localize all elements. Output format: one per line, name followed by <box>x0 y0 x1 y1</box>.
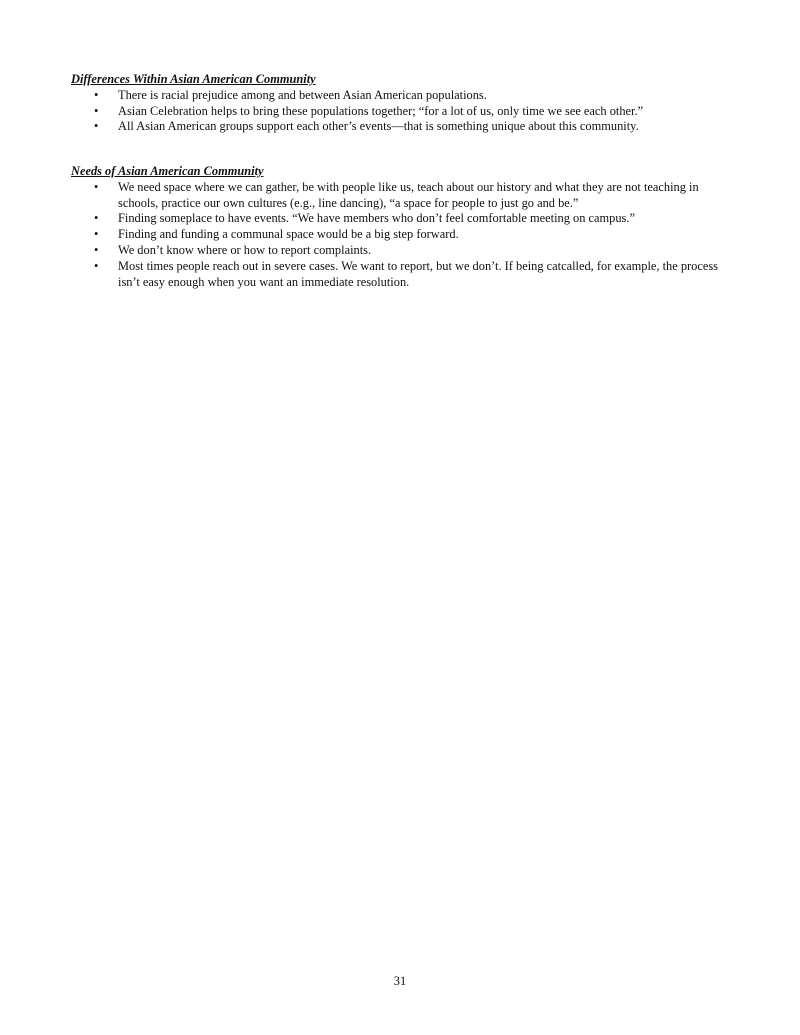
list-item <box>71 211 731 227</box>
bullet-icon: • <box>94 242 99 257</box>
list-item-text: Asian Celebration helps to bring these populations together; “for a lot of us, only time we see each other.” <box>118 103 644 118</box>
list-item <box>71 227 731 243</box>
section-needs <box>71 164 731 290</box>
bullet-icon: • <box>94 227 99 242</box>
list-item <box>71 180 731 212</box>
bullet-icon: • <box>94 258 99 273</box>
list-item-text: Finding and funding a communal space would be a big step forward. <box>118 227 459 242</box>
bullet-list <box>71 88 731 135</box>
list-item-text: We don’t know where or how to report complaints. <box>118 242 372 257</box>
page-number: 31 <box>393 974 407 988</box>
section-heading: Needs of Asian American Community <box>71 164 264 178</box>
bullet-icon: • <box>94 211 99 226</box>
list-item <box>71 88 731 104</box>
list-item <box>71 243 731 259</box>
bullet-icon: • <box>94 179 99 194</box>
bullet-icon: • <box>94 87 99 102</box>
list-item-text: Most times people reach out in severe cases. We want to report, but we don’t. If being catcalled, for example, the process isn’t easy enough when you want an immediate resolution. <box>118 258 718 289</box>
bullet-icon: • <box>94 103 99 118</box>
section-heading: Differences Within Asian American Community <box>71 72 316 86</box>
list-item <box>71 119 731 135</box>
list-item-text: We need space where we can gather, be with people like us, teach about our history and what they are not teaching in schools, practice our own cultures (e.g., line dancing), “a space for people to just go and be.” <box>118 179 699 210</box>
list-item <box>71 259 731 291</box>
bullet-list <box>71 180 731 291</box>
list-item <box>71 104 731 120</box>
list-item-text: There is racial prejudice among and between Asian American populations. <box>118 87 487 102</box>
bullet-icon: • <box>94 119 99 134</box>
list-item-text: Finding someplace to have events. “We have members who don’t feel comfortable meeting on campus.” <box>118 211 635 226</box>
list-item-text: All Asian American groups support each other’s events—that is something unique about this community. <box>118 119 639 134</box>
section-differences <box>71 72 731 135</box>
